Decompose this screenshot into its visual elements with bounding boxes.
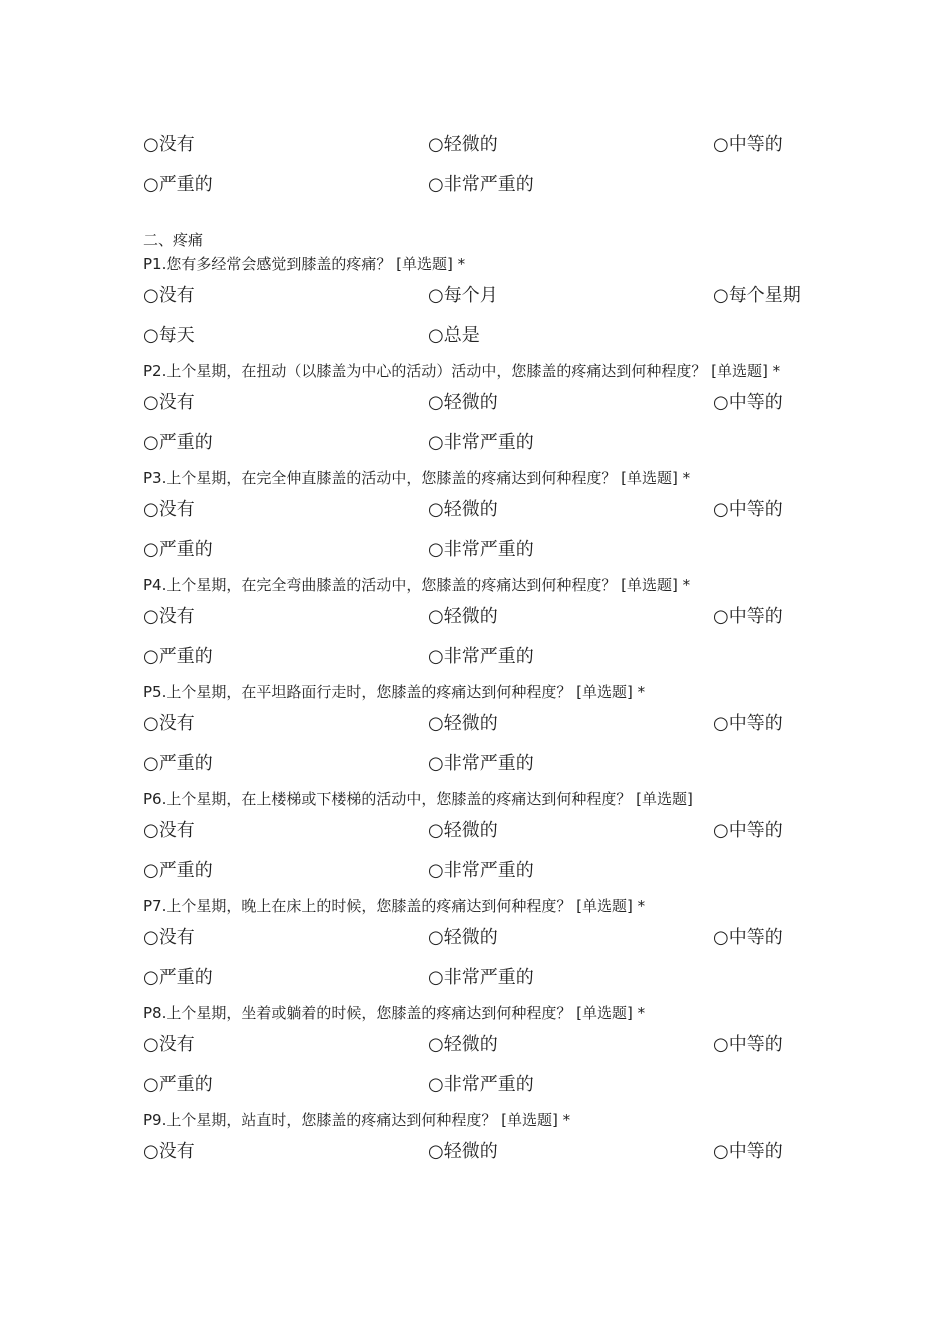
question-text: P8.上个星期，坐着或躺着的时候，您膝盖的疼痛达到何种程度？ [单选题] * [143,1004,646,1022]
radio-option-label: 轻微的 [443,927,498,948]
radio-option-label: 非常严重的 [443,174,534,195]
radio-option-label: 严重的 [158,753,213,774]
question-text: P2.上个星期，在扭动（以膝盖为中心的活动）活动中，您膝盖的疼痛达到何种程度？ [单选题] * [143,362,781,380]
radio-option-label: 严重的 [158,967,213,988]
radio-circle-icon: ○ [713,820,729,841]
radio-option[interactable] [428,747,534,781]
radio-option[interactable] [428,707,498,741]
radio-option[interactable] [713,707,783,741]
radio-circle-icon: ○ [143,713,159,734]
radio-option[interactable] [143,533,213,567]
radio-option[interactable] [143,386,195,420]
radio-option[interactable] [428,168,534,202]
option-row [143,1028,813,1068]
radio-option-label: 严重的 [158,432,213,453]
radio-option-label: 总是 [443,325,480,346]
option-row [143,854,813,894]
radio-option[interactable] [428,814,498,848]
radio-option-label: 中等的 [728,820,783,841]
question-block [143,466,813,573]
radio-circle-icon: ○ [143,1034,159,1055]
radio-circle-icon: ○ [428,392,444,413]
radio-option-label: 每天 [158,325,195,346]
question-text: P9.上个星期，站直时，您膝盖的疼痛达到何种程度？ [单选题] * [143,1111,571,1129]
radio-circle-icon: ○ [713,1034,729,1055]
radio-option[interactable] [143,707,195,741]
radio-circle-icon: ○ [428,927,444,948]
option-row [143,1135,813,1175]
radio-circle-icon: ○ [713,285,729,306]
radio-option-label: 非常严重的 [443,432,534,453]
option-row [143,747,813,787]
radio-option[interactable] [428,1135,498,1169]
question-block [143,787,813,894]
radio-option[interactable] [428,600,498,634]
radio-option[interactable] [143,814,195,848]
radio-option[interactable] [143,1135,195,1169]
option-row [143,533,813,573]
radio-option-label: 轻微的 [443,1034,498,1055]
radio-option-label: 严重的 [158,174,213,195]
option-row [143,168,813,208]
questionnaire-page [143,128,813,1175]
radio-circle-icon: ○ [143,432,159,453]
radio-option[interactable] [143,600,195,634]
question-text: P5.上个星期，在平坦路面行走时，您膝盖的疼痛达到何种程度？ [单选题] * [143,683,646,701]
radio-option-label: 非常严重的 [443,967,534,988]
question-block [143,573,813,680]
radio-option[interactable] [143,426,213,460]
radio-option[interactable] [428,493,498,527]
radio-circle-icon: ○ [428,432,444,453]
radio-option[interactable] [428,640,534,674]
option-row [143,921,813,961]
radio-circle-icon: ○ [713,713,729,734]
radio-option[interactable] [143,1028,195,1062]
option-row [143,426,813,466]
radio-option-label: 非常严重的 [443,753,534,774]
question-text: P3.上个星期，在完全伸直膝盖的活动中，您膝盖的疼痛达到何种程度？ [单选题] * [143,469,691,487]
radio-option-label: 非常严重的 [443,1074,534,1095]
radio-option-label: 中等的 [728,1034,783,1055]
radio-option[interactable] [713,600,783,634]
radio-circle-icon: ○ [143,539,159,560]
radio-option-label: 每个月 [443,285,498,306]
radio-option[interactable] [713,493,783,527]
question-options [143,921,813,1001]
question-block [143,252,813,359]
radio-option[interactable] [713,128,783,162]
radio-option-label: 没有 [158,713,195,734]
radio-circle-icon: ○ [428,499,444,520]
radio-option-label: 轻微的 [443,820,498,841]
radio-option[interactable] [428,921,498,955]
radio-option-label: 中等的 [728,713,783,734]
radio-option-label: 中等的 [728,499,783,520]
question-options [143,707,813,787]
radio-option[interactable] [143,128,195,162]
radio-option[interactable] [428,319,480,353]
radio-option-label: 没有 [158,499,195,520]
radio-option[interactable] [428,426,534,460]
radio-circle-icon: ○ [428,860,444,881]
radio-option-label: 轻微的 [443,392,498,413]
radio-circle-icon: ○ [428,820,444,841]
radio-option-label: 严重的 [158,539,213,560]
radio-circle-icon: ○ [428,285,444,306]
radio-option-label: 轻微的 [443,1141,498,1162]
radio-circle-icon: ○ [713,134,729,155]
question-block [143,894,813,1001]
radio-option[interactable] [143,640,213,674]
radio-circle-icon: ○ [143,927,159,948]
radio-circle-icon: ○ [713,499,729,520]
radio-circle-icon: ○ [143,967,159,988]
radio-circle-icon: ○ [143,134,159,155]
question-text: P7.上个星期，晚上在床上的时候，您膝盖的疼痛达到何种程度？ [单选题] * [143,897,646,915]
radio-circle-icon: ○ [143,646,159,667]
radio-circle-icon: ○ [428,753,444,774]
option-row [143,493,813,533]
radio-option[interactable] [143,961,213,995]
option-row [143,640,813,680]
radio-option[interactable] [143,168,213,202]
radio-circle-icon: ○ [428,713,444,734]
radio-option-label: 中等的 [728,927,783,948]
question-options [143,1135,813,1175]
radio-circle-icon: ○ [428,1074,444,1095]
radio-option[interactable] [428,961,534,995]
radio-option-label: 没有 [158,134,195,155]
question-list [143,252,813,1175]
top-option-group [143,128,813,208]
radio-circle-icon: ○ [143,1074,159,1095]
question-block [143,1108,813,1175]
radio-option-label: 没有 [158,1141,195,1162]
radio-circle-icon: ○ [713,927,729,948]
radio-circle-icon: ○ [428,325,444,346]
radio-option[interactable] [428,279,498,313]
option-row [143,961,813,1001]
radio-option[interactable] [428,854,534,888]
radio-option-label: 轻微的 [443,606,498,627]
radio-circle-icon: ○ [143,174,159,195]
question-block [143,359,813,466]
radio-option-label: 没有 [158,285,195,306]
radio-circle-icon: ○ [428,967,444,988]
radio-circle-icon: ○ [428,539,444,560]
question-options [143,814,813,894]
radio-circle-icon: ○ [713,1141,729,1162]
option-row [143,600,813,640]
option-row [143,386,813,426]
radio-option-label: 没有 [158,927,195,948]
radio-option-label: 中等的 [728,134,783,155]
radio-option[interactable] [143,493,195,527]
question-options [143,279,813,359]
radio-option[interactable] [713,1135,783,1169]
option-row [143,1068,813,1108]
radio-option-label: 严重的 [158,646,213,667]
radio-circle-icon: ○ [143,820,159,841]
radio-option[interactable] [143,921,195,955]
radio-option-label: 没有 [158,820,195,841]
radio-option-label: 没有 [158,392,195,413]
radio-option[interactable] [713,279,801,313]
radio-option-label: 严重的 [158,1074,213,1095]
radio-option[interactable] [428,533,534,567]
radio-option-label: 轻微的 [443,499,498,520]
radio-option-label: 每个星期 [728,285,801,306]
question-text: P6.上个星期，在上楼梯或下楼梯的活动中，您膝盖的疼痛达到何种程度？ [单选题] [143,790,693,808]
radio-option-label: 中等的 [728,606,783,627]
radio-circle-icon: ○ [143,392,159,413]
question-options [143,386,813,466]
radio-option[interactable] [143,279,195,313]
radio-option-label: 非常严重的 [443,860,534,881]
radio-option-label: 没有 [158,606,195,627]
radio-option[interactable] [143,747,213,781]
radio-circle-icon: ○ [428,1034,444,1055]
option-row [143,128,813,168]
radio-option-label: 中等的 [728,392,783,413]
option-row [143,319,813,359]
question-block [143,1001,813,1108]
radio-circle-icon: ○ [428,606,444,627]
radio-circle-icon: ○ [143,1141,159,1162]
radio-option-label: 中等的 [728,1141,783,1162]
radio-circle-icon: ○ [143,499,159,520]
question-options [143,600,813,680]
question-options [143,493,813,573]
radio-circle-icon: ○ [713,392,729,413]
radio-circle-icon: ○ [143,860,159,881]
radio-option-label: 严重的 [158,860,213,881]
radio-option[interactable] [713,386,783,420]
radio-option[interactable] [143,1068,213,1102]
radio-option[interactable] [428,1028,498,1062]
radio-option-label: 非常严重的 [443,539,534,560]
radio-circle-icon: ○ [143,285,159,306]
radio-option[interactable] [143,854,213,888]
radio-circle-icon: ○ [143,606,159,627]
radio-circle-icon: ○ [713,606,729,627]
radio-option[interactable] [143,319,195,353]
option-row [143,707,813,747]
radio-option-label: 轻微的 [443,134,498,155]
option-row [143,279,813,319]
question-options [143,1028,813,1108]
radio-option-label: 没有 [158,1034,195,1055]
option-row [143,814,813,854]
radio-option[interactable] [428,386,498,420]
radio-circle-icon: ○ [428,134,444,155]
radio-option[interactable] [428,1068,534,1102]
section-title: 二、疼痛 [143,231,204,249]
radio-option[interactable] [428,128,498,162]
radio-option[interactable] [713,1028,783,1062]
radio-option-label: 非常严重的 [443,646,534,667]
question-text: P1.您有多经常会感觉到膝盖的疼痛？ [单选题] * [143,255,466,273]
radio-circle-icon: ○ [143,753,159,774]
radio-circle-icon: ○ [428,1141,444,1162]
radio-option[interactable] [713,921,783,955]
radio-option[interactable] [713,814,783,848]
radio-option-label: 轻微的 [443,713,498,734]
question-block [143,680,813,787]
question-text: P4.上个星期，在完全弯曲膝盖的活动中，您膝盖的疼痛达到何种程度？ [单选题] * [143,576,691,594]
radio-circle-icon: ○ [428,174,444,195]
radio-circle-icon: ○ [428,646,444,667]
radio-circle-icon: ○ [143,325,159,346]
